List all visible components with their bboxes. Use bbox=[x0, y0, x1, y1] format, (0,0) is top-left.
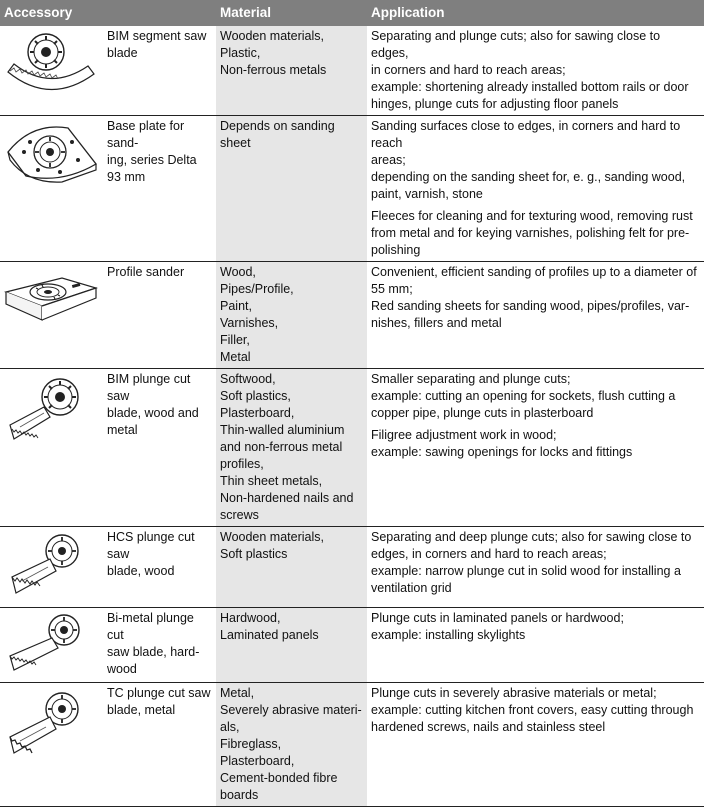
material-line: Fibreglass, bbox=[220, 737, 282, 751]
accessory-name bbox=[103, 116, 216, 262]
application-line: Separating and deep plunge cuts; also for sawing close to bbox=[371, 530, 692, 544]
accessory-name-line: wood bbox=[107, 662, 137, 676]
accessory-name-line: Bi-metal plunge cut bbox=[107, 611, 194, 642]
accessory-name-line: BIM segment saw bbox=[107, 29, 207, 43]
application-cell bbox=[367, 26, 704, 116]
accessory-image bbox=[0, 527, 103, 608]
material-line: Soft plastics, bbox=[220, 389, 291, 403]
accessory-name-line: blade, metal bbox=[107, 703, 176, 717]
application-line: polishing bbox=[371, 243, 421, 257]
application-cell bbox=[367, 369, 704, 527]
material-cell bbox=[216, 527, 367, 608]
material-line: Hardwood, bbox=[220, 611, 281, 625]
material-line: Thin-walled aluminium bbox=[220, 423, 345, 437]
accessory-name-line: metal bbox=[107, 423, 138, 437]
application-line: example: narrow plunge cut in solid wood for installing a bbox=[371, 564, 681, 578]
material-line: Softwood, bbox=[220, 372, 276, 386]
material-cell bbox=[216, 683, 367, 807]
application-cell bbox=[367, 527, 704, 608]
application-line: Smaller separating and plunge cuts; bbox=[371, 372, 571, 386]
accessory-name-line: ing, series Delta bbox=[107, 153, 197, 167]
material-line: Wood, bbox=[220, 265, 256, 279]
application-line: paint, varnish, stone bbox=[371, 187, 483, 201]
material-cell bbox=[216, 262, 367, 369]
application-line: ventilation grid bbox=[371, 581, 452, 595]
hcs-plunge-blade-icon bbox=[2, 529, 101, 605]
application-line: example: cutting an opening for sockets, flush cutting a bbox=[371, 389, 676, 403]
material-line: Plastic, bbox=[220, 46, 261, 60]
accessory-image bbox=[0, 683, 103, 807]
accessory-name-line: blade, wood bbox=[107, 564, 175, 578]
material-line: Non-hardened nails and bbox=[220, 491, 354, 505]
accessory-name bbox=[103, 369, 216, 527]
application-paragraph bbox=[371, 28, 700, 113]
application-line: edges, in corners and hard to reach areas; bbox=[371, 547, 607, 561]
application-line: Plunge cuts in severely abrasive materials or metal; bbox=[371, 686, 657, 700]
material-line: Pipes/Profile, bbox=[220, 282, 294, 296]
application-paragraph bbox=[371, 264, 700, 332]
accessory-name-line: HCS plunge cut saw bbox=[107, 530, 195, 561]
material-line: Plasterboard, bbox=[220, 754, 295, 768]
accessory-name-line: Base plate for sand- bbox=[107, 119, 185, 150]
accessory-name-line: TC plunge cut saw bbox=[107, 686, 211, 700]
material-line: Cement-bonded fibre bbox=[220, 771, 338, 785]
material-line: Metal bbox=[220, 350, 251, 364]
application-line: Filigree adjustment work in wood; bbox=[371, 428, 557, 442]
application-line: depending on the sanding sheet for, e. g., sanding wood, bbox=[371, 170, 686, 184]
table-row bbox=[0, 683, 704, 807]
application-cell bbox=[367, 262, 704, 369]
material-cell bbox=[216, 369, 367, 527]
bim-plunge-blade-icon bbox=[2, 371, 101, 451]
application-paragraph bbox=[371, 118, 700, 203]
accessory-image bbox=[0, 608, 103, 683]
application-paragraph bbox=[371, 371, 700, 422]
accessory-name-line: saw blade, hard- bbox=[107, 645, 200, 659]
material-line: Depends on sanding sheet bbox=[220, 119, 335, 150]
header-row bbox=[0, 0, 704, 26]
material-line: and non-ferrous metal bbox=[220, 440, 343, 454]
table-row bbox=[0, 369, 704, 527]
application-line: nishes, fillers and metal bbox=[371, 316, 502, 330]
material-line: als, bbox=[220, 720, 240, 734]
application-line: from metal and for keying varnishes, polishing felt for pre- bbox=[371, 226, 690, 240]
material-line: boards bbox=[220, 788, 259, 802]
application-line: Plunge cuts in laminated panels or hardwood; bbox=[371, 611, 624, 625]
material-line: Metal, bbox=[220, 686, 255, 700]
application-paragraph bbox=[371, 529, 700, 597]
material-cell bbox=[216, 26, 367, 116]
accessory-name bbox=[103, 608, 216, 683]
material-line: Wooden materials, bbox=[220, 29, 324, 43]
material-line: Varnishes, bbox=[220, 316, 279, 330]
material-line: Paint, bbox=[220, 299, 252, 313]
table-row bbox=[0, 26, 704, 116]
application-paragraph bbox=[371, 427, 700, 461]
material-line: screws bbox=[220, 508, 259, 522]
application-cell bbox=[367, 683, 704, 807]
tc-plunge-blade-icon bbox=[2, 685, 101, 765]
application-paragraph bbox=[371, 208, 700, 259]
application-line: example: sawing openings for locks and fittings bbox=[371, 445, 633, 459]
application-line: hinges, plunge cuts for adjusting floor panels bbox=[371, 97, 619, 111]
header-application: Application bbox=[367, 0, 704, 26]
application-line: hardened screws, nails and stainless steel bbox=[371, 720, 606, 734]
material-line: Plasterboard, bbox=[220, 406, 295, 420]
accessory-image bbox=[0, 262, 103, 369]
application-line: Red sanding sheets for sanding wood, pipes/profiles, var- bbox=[371, 299, 690, 313]
application-line: copper pipe, plunge cuts in plasterboard bbox=[371, 406, 594, 420]
application-line: Fleeces for cleaning and for texturing wood, removing rust bbox=[371, 209, 693, 223]
accessory-image bbox=[0, 116, 103, 262]
application-paragraph bbox=[371, 685, 700, 736]
table-row bbox=[0, 116, 704, 262]
application-paragraph bbox=[371, 610, 700, 644]
accessory-name-line: BIM plunge cut saw bbox=[107, 372, 191, 403]
accessory-image bbox=[0, 369, 103, 527]
header-material: Material bbox=[216, 0, 367, 26]
table-row bbox=[0, 608, 704, 683]
accessory-name-line: blade bbox=[107, 46, 138, 60]
accessory-name bbox=[103, 262, 216, 369]
application-cell bbox=[367, 608, 704, 683]
material-line: Filler, bbox=[220, 333, 250, 347]
segment-saw-blade-icon bbox=[2, 28, 101, 98]
accessory-name bbox=[103, 527, 216, 608]
delta-base-plate-icon bbox=[2, 118, 101, 188]
material-line: Soft plastics bbox=[220, 547, 288, 561]
accessory-name-line: blade, wood and bbox=[107, 406, 199, 420]
application-line: areas; bbox=[371, 153, 406, 167]
material-cell bbox=[216, 608, 367, 683]
application-line: Separating and plunge cuts; also for sawing close to edges, bbox=[371, 29, 661, 60]
accessory-name bbox=[103, 683, 216, 807]
application-line: in corners and hard to reach areas; bbox=[371, 63, 566, 77]
material-line: Laminated panels bbox=[220, 628, 319, 642]
material-cell bbox=[216, 116, 367, 262]
table-row bbox=[0, 527, 704, 608]
application-line: example: shortening already installed bottom rails or door bbox=[371, 80, 689, 94]
material-line: Severely abrasive materi- bbox=[220, 703, 362, 717]
accessory-name bbox=[103, 26, 216, 116]
accessory-name-line: Profile sander bbox=[107, 265, 185, 279]
header-accessory: Accessory bbox=[0, 0, 216, 26]
material-line: profiles, bbox=[220, 457, 264, 471]
application-line: Convenient, efficient sanding of profiles up to a diameter of bbox=[371, 265, 697, 279]
application-cell bbox=[367, 116, 704, 262]
application-line: Sanding surfaces close to edges, in corners and hard to reach bbox=[371, 119, 681, 150]
application-line: 55 mm; bbox=[371, 282, 413, 296]
accessory-image bbox=[0, 26, 103, 116]
profile-sander-icon bbox=[2, 264, 101, 334]
material-line: Non-ferrous metals bbox=[220, 63, 327, 77]
material-line: Thin sheet metals, bbox=[220, 474, 323, 488]
accessory-name-line: 93 mm bbox=[107, 170, 146, 184]
material-line: Wooden materials, bbox=[220, 530, 324, 544]
table-row bbox=[0, 262, 704, 369]
bimetal-plunge-blade-icon bbox=[2, 610, 101, 680]
application-line: example: cutting kitchen front covers, easy cutting through bbox=[371, 703, 694, 717]
application-line: example: installing skylights bbox=[371, 628, 526, 642]
